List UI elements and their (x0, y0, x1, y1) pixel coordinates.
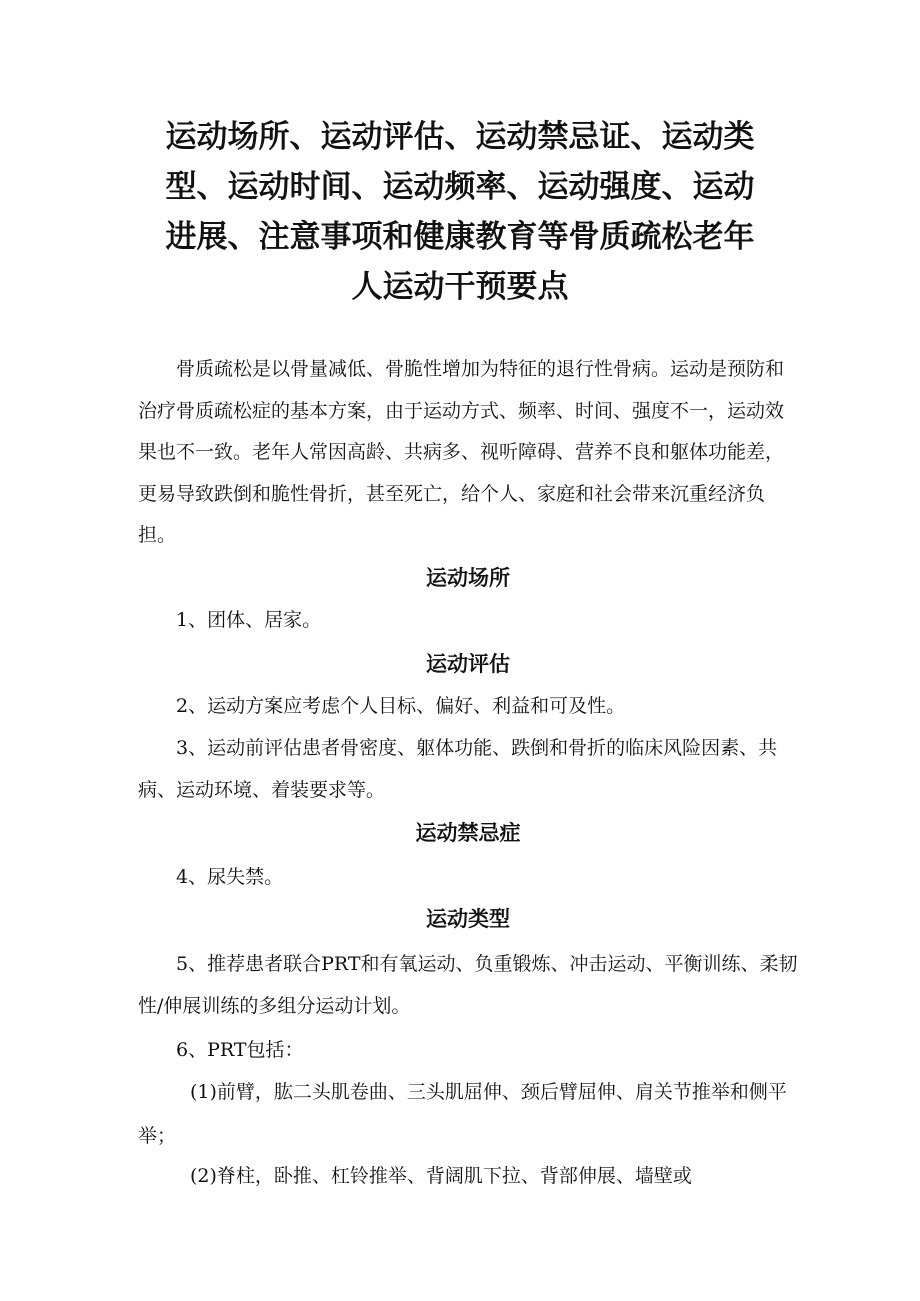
intro-paragraph: 骨质疏松是以骨量减低、骨脆性增加为特征的退行性骨病。运动是预防和治疗骨质疏松症的基本方案，由于运动方式、频率、时间、强度不一，运动效果也不一致。老年人常因高龄、共病多、视听障碍、营养不良和躯体功能差，更易导致跌倒和脆性骨折，甚至死亡，给个人、家庭和社会带来沉重经济负担。 (138, 358, 785, 546)
title-line-2: 型、运动时间、运动频率、运动强度、运动 (165, 169, 755, 205)
item-5: 5、推荐患者联合PRT和有氧运动、负重锻炼、冲击运动、平衡训练、柔韧性/伸展训练的多组分运动计划。 (138, 953, 798, 1017)
sub-item-1: (1)前臂，肱二头肌卷曲、三头肌屈伸、颈后臂屈伸、肩关节推举和侧平举； (138, 1081, 787, 1147)
title-line-4: 人运动干预要点 (351, 269, 569, 305)
heading-assessment: 运动评估 (426, 652, 510, 676)
title-line-3: 进展、注意事项和健康教育等骨质疏松老年 (165, 219, 755, 255)
heading-contraindications: 运动禁忌症 (415, 821, 521, 845)
title-line-1: 运动场所、运动评估、运动禁忌证、运动类 (165, 119, 755, 155)
item-1: 1、团体、居家。 (176, 609, 322, 631)
item-6: 6、PRT包括： (176, 1039, 304, 1061)
heading-types: 运动类型 (426, 907, 510, 931)
document-title (140, 112, 780, 312)
sub-item-2: (2)脊柱，卧推、杠铃推举、背阔肌下拉、背部伸展、墙壁或 (190, 1165, 692, 1187)
item-3: 3、运动前评估患者骨密度、躯体功能、跌倒和骨折的临床风险因素、共病、运动环境、着装要求等。 (138, 737, 778, 801)
item-4: 4、尿失禁。 (176, 866, 284, 888)
heading-venue: 运动场所 (426, 566, 510, 590)
item-2: 2、运动方案应考虑个人目标、偏好、利益和可及性。 (176, 695, 626, 717)
